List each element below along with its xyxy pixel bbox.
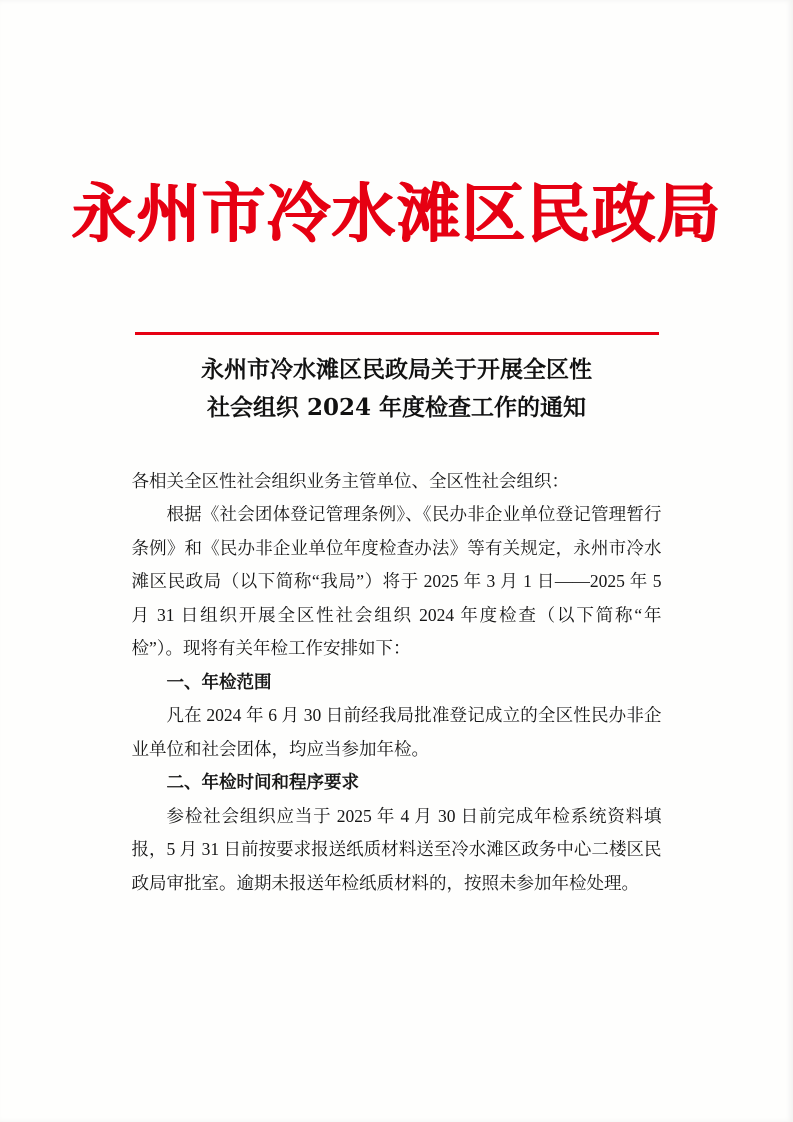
- document-title-line2: 社会组织 2024 年度检查工作的通知: [206, 393, 587, 421]
- section-2-paragraph: 参检社会组织应当于 2025 年 4 月 30 日前完成年检系统资料填报，5 月 31 日前按要求报送纸质材料送至冷水滩区政务中心二楼区民政局审批室。逾期未报送年检纸质材料的，按照未参加年检处理。: [131, 805, 662, 893]
- section-1-paragraph: 凡在 2024 年 6 月 30 日前经我局批准登记成立的全区性民办非企业单位和社会团体，均应当参加年检。: [131, 705, 662, 759]
- intro-paragraph: 根据《社会团体登记管理条例》、《民办非企业单位登记管理暂行条例》和《民办非企业单位年度检查办法》等有关规定，永州市冷水滩区民政局（以下简称“我局”）将于 2025 年 3 月 1 日——2025 年 5 月 31 日组织开展全区性社会组织 2024 年度检查（以下简称“年检”）。现将有关年检工作安排如下：: [131, 504, 662, 659]
- red-divider-line: [135, 332, 659, 335]
- document-title-line1: 永州市冷水滩区民政局关于开展全区性: [201, 355, 592, 383]
- section-1-heading: 一、年检范围: [166, 671, 272, 692]
- document-title: [0, 351, 793, 427]
- document-body: [132, 465, 662, 901]
- section-2-heading: 二、年检时间和程序要求: [166, 772, 359, 793]
- letterhead-agency-title: 永州市冷水滩区民政局: [71, 177, 722, 252]
- salutation: 各相关全区性社会组织业务主管单位、全区性社会组织：: [131, 470, 569, 491]
